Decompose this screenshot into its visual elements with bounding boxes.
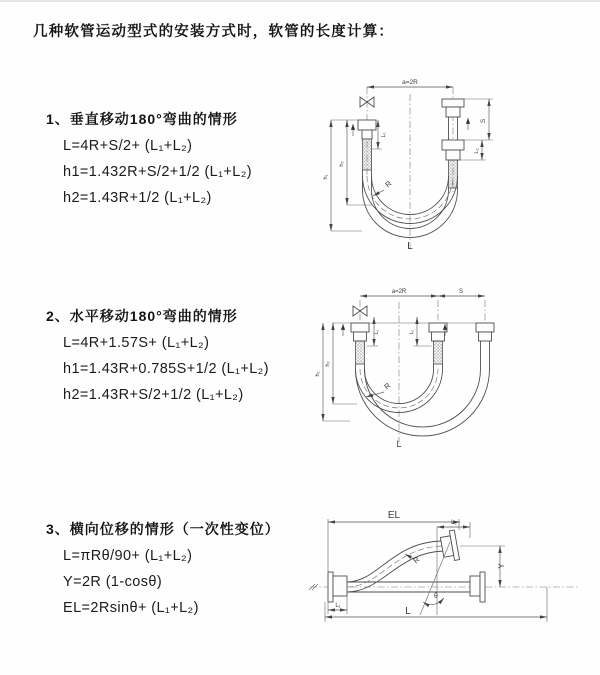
diagram-lateral-displacement [298,498,600,656]
formula-h2: h2=1.43R+1/2 (L₁+L₂) [63,190,212,206]
pipe-fittings [358,97,464,188]
dim-label-l1: L₁ [374,329,380,335]
formula-h2: h2=1.43R+S/2+1/2 (L₁+L₂) [63,387,244,403]
dim-label-r: R [411,554,422,566]
dim-label-a2r: a=2R [391,289,407,295]
dim-label-l: L [405,606,411,617]
dim-label-el: EL [387,510,401,521]
formula-el: EL=2Rsinθ+ (L₁+L₂) [63,600,199,616]
section-vertical-movement [46,109,321,213]
dim-label-y: Y [497,563,506,569]
page-title: 几种软管运动型式的安装方式时，软管的长度计算： [33,24,395,40]
section-lateral-displacement [46,519,321,623]
dimension-lines [325,519,547,622]
formula-h1: h1=1.432R+S/2+1/2 (L₁+L₂) [63,164,253,180]
dim-label-l: L [396,439,402,449]
dimension-labels [315,289,463,449]
centerlines [360,300,485,442]
section-3-heading: 3、横向位移的情形（一次性变位） [46,521,280,537]
dim-label-l: L [407,241,413,252]
left-flange [328,572,347,602]
dim-label-s: S [458,289,464,295]
dim-label-h2: h₂ [339,161,345,167]
formula-h1: h1=1.43R+0.785S+1/2 (L₁+L₂) [63,361,269,377]
formula-length: L=πRθ/90+ (L₁+L₂) [63,548,193,564]
formula-length: L=4R+1.57S+ (L₁+L₂) [63,335,210,351]
dim-label-l1: L₁ [335,603,341,609]
section-2-heading: 2、水平移动180°弯曲的情形 [46,308,238,324]
dimension-lines [323,296,485,421]
dim-label-h1: h₁ [315,371,321,377]
displaced-hose [347,530,459,592]
diagram-vertical-180-bend [310,72,588,260]
hose-bends [356,341,490,436]
dimension-lines [331,87,493,231]
formula-y: Y=2R (1-cosθ) [63,574,163,590]
dim-label-h1: h₁ [323,174,329,180]
dim-label-l1: L₁ [381,132,387,138]
section-1-heading: 1、垂直移动180°弯曲的情形 [46,111,238,127]
dim-label-theta: θ [434,593,438,600]
diagram-horizontal-180-bend [310,284,600,460]
formula-length: L=4R+S/2+ (L₁+L₂) [63,138,193,154]
dim-label-h2: h₂ [325,361,331,367]
dim-label-l2: L₂ [409,329,415,335]
dim-label-r: R [382,380,393,392]
dim-label-s: S [480,118,487,124]
dim-label-l2: L₂ [474,148,480,154]
dim-label-l2: L₂ [451,520,457,526]
dim-label-a2r: a=2R [402,79,418,86]
section-horizontal-movement [46,306,321,410]
dim-label-r: R [383,178,394,190]
